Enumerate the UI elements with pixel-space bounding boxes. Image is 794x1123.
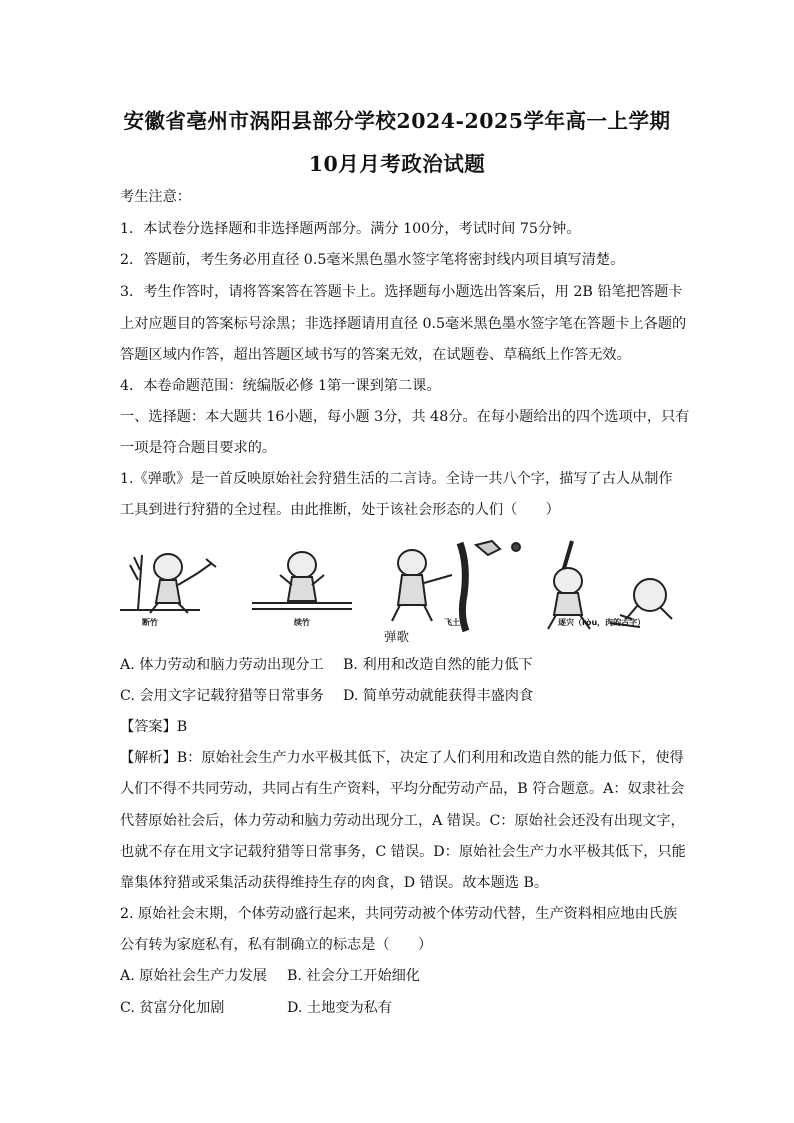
panel-cut-bamboo-drawing xyxy=(120,554,216,613)
notice-item-2: 2．答题前，考生务必用直径 0.5毫米黑色墨水签字笔将密封线内项目填写清楚。 xyxy=(120,252,625,268)
panel-chase-meat-drawing xyxy=(548,541,672,629)
q2-stem-cont: 公有转为家庭私有，私有制确立的标志是（ ） xyxy=(120,937,433,953)
q1-stem: 1.《弹歌》是一首反映原始社会狩猎生活的二言诗。全诗一共八个字，描写了古人从制作 xyxy=(120,471,673,487)
panel-chase-meat-label: 逐宍（ròu，肉的古字） xyxy=(558,618,646,627)
notice-item-3: 3．考生作答时，请将答案答在答题卡上。选择题每小题选出答案后，用 2B 铅笔把答题卡 xyxy=(120,284,683,300)
panel-cut-bamboo-label: 断竹 xyxy=(142,618,158,627)
section-heading-cont: 一项是符合题目要求的。 xyxy=(120,440,277,456)
q1-option-a: A. 体力劳动和脑力劳动出现分工 xyxy=(120,657,324,673)
panel-fly-soil-label: 飞土 xyxy=(444,618,460,627)
q1-analysis-3: 代替原始社会后，体力劳动和脑力劳动出现分工，A 错误。C：原始社会还没有出现文字， xyxy=(120,813,685,829)
notice-item-4: 4．本卷命题范围：统编版必修 1第一课到第二课。 xyxy=(120,378,441,394)
q2-option-d: D. 土地变为私有 xyxy=(287,1000,393,1016)
panel-join-bamboo-label: 续竹 xyxy=(294,618,310,627)
q1-option-c: C. 会用文字记载狩猎等日常事务 xyxy=(120,688,324,704)
notice-item-1: 1．本试卷分选择题和非选择题两部分。满分 100分，考试时间 75分钟。 xyxy=(120,221,581,237)
notice-item-3-cont: 上对应题目的答案标号涂黑；非选择题请用直径 0.5毫米黑色墨水签字笔在答题卡上各题的 xyxy=(120,316,687,332)
panel-join-bamboo-drawing xyxy=(252,552,352,609)
q2-option-b: B. 社会分工开始细化 xyxy=(287,968,420,984)
q1-answer: 【答案】B xyxy=(120,719,188,735)
q1-analysis-4: 也就不存在用文字记载狩猎等日常事务，C 错误。D：原始社会生产力水平极其低下，只能 xyxy=(120,844,686,860)
notice-item-3-cont2: 答题区域内作答，超出答题区域书写的答案无效，在试题卷、草稿纸上作答无效。 xyxy=(120,347,631,363)
q1-analysis-2: 人们不得不共同劳动，共同占有生产资料，平均分配劳动产品，B 符合题意。A：奴隶社会 xyxy=(120,781,685,797)
q2-option-c: C. 贫富分化加剧 xyxy=(120,1000,225,1016)
q2-option-a: A. 原始社会生产力发展 xyxy=(120,968,267,984)
q1-option-b: B. 利用和改造自然的能力低下 xyxy=(343,657,533,673)
q1-stem-cont: 工具到进行狩猎的全过程。由此推断，处于该社会形态的人们（ ） xyxy=(120,502,560,518)
notice-heading: 考生注意： xyxy=(120,189,191,205)
q1-analysis-1: 【解析】B：原始社会生产力水平极其低下，决定了人们利用和改造自然的能力低下，使得 xyxy=(120,750,684,766)
figure-caption: 弹歌 xyxy=(384,629,410,644)
q2-stem: 2. 原始社会末期，个体劳动盛行起来，共同劳动被个体劳动代替，生产资料相应地由氏族 xyxy=(120,906,678,922)
q1-analysis-5: 靠集体狩猎或采集活动获得维持生存的肉食，D 错误。故本题选 B。 xyxy=(120,875,549,891)
exam-title-line2: 10月月考政治试题 xyxy=(308,152,486,176)
exam-title-line1: 安徽省亳州市涡阳县部分学校2024-2025学年高一上学期 xyxy=(123,109,671,133)
q1-option-d: D. 简单劳动就能获得丰盛肉食 xyxy=(343,688,534,704)
section-heading: 一、选择题：本大题共 16小题，每小题 3分，共 48分。在每小题给出的四个选项中，只有 xyxy=(120,409,690,425)
